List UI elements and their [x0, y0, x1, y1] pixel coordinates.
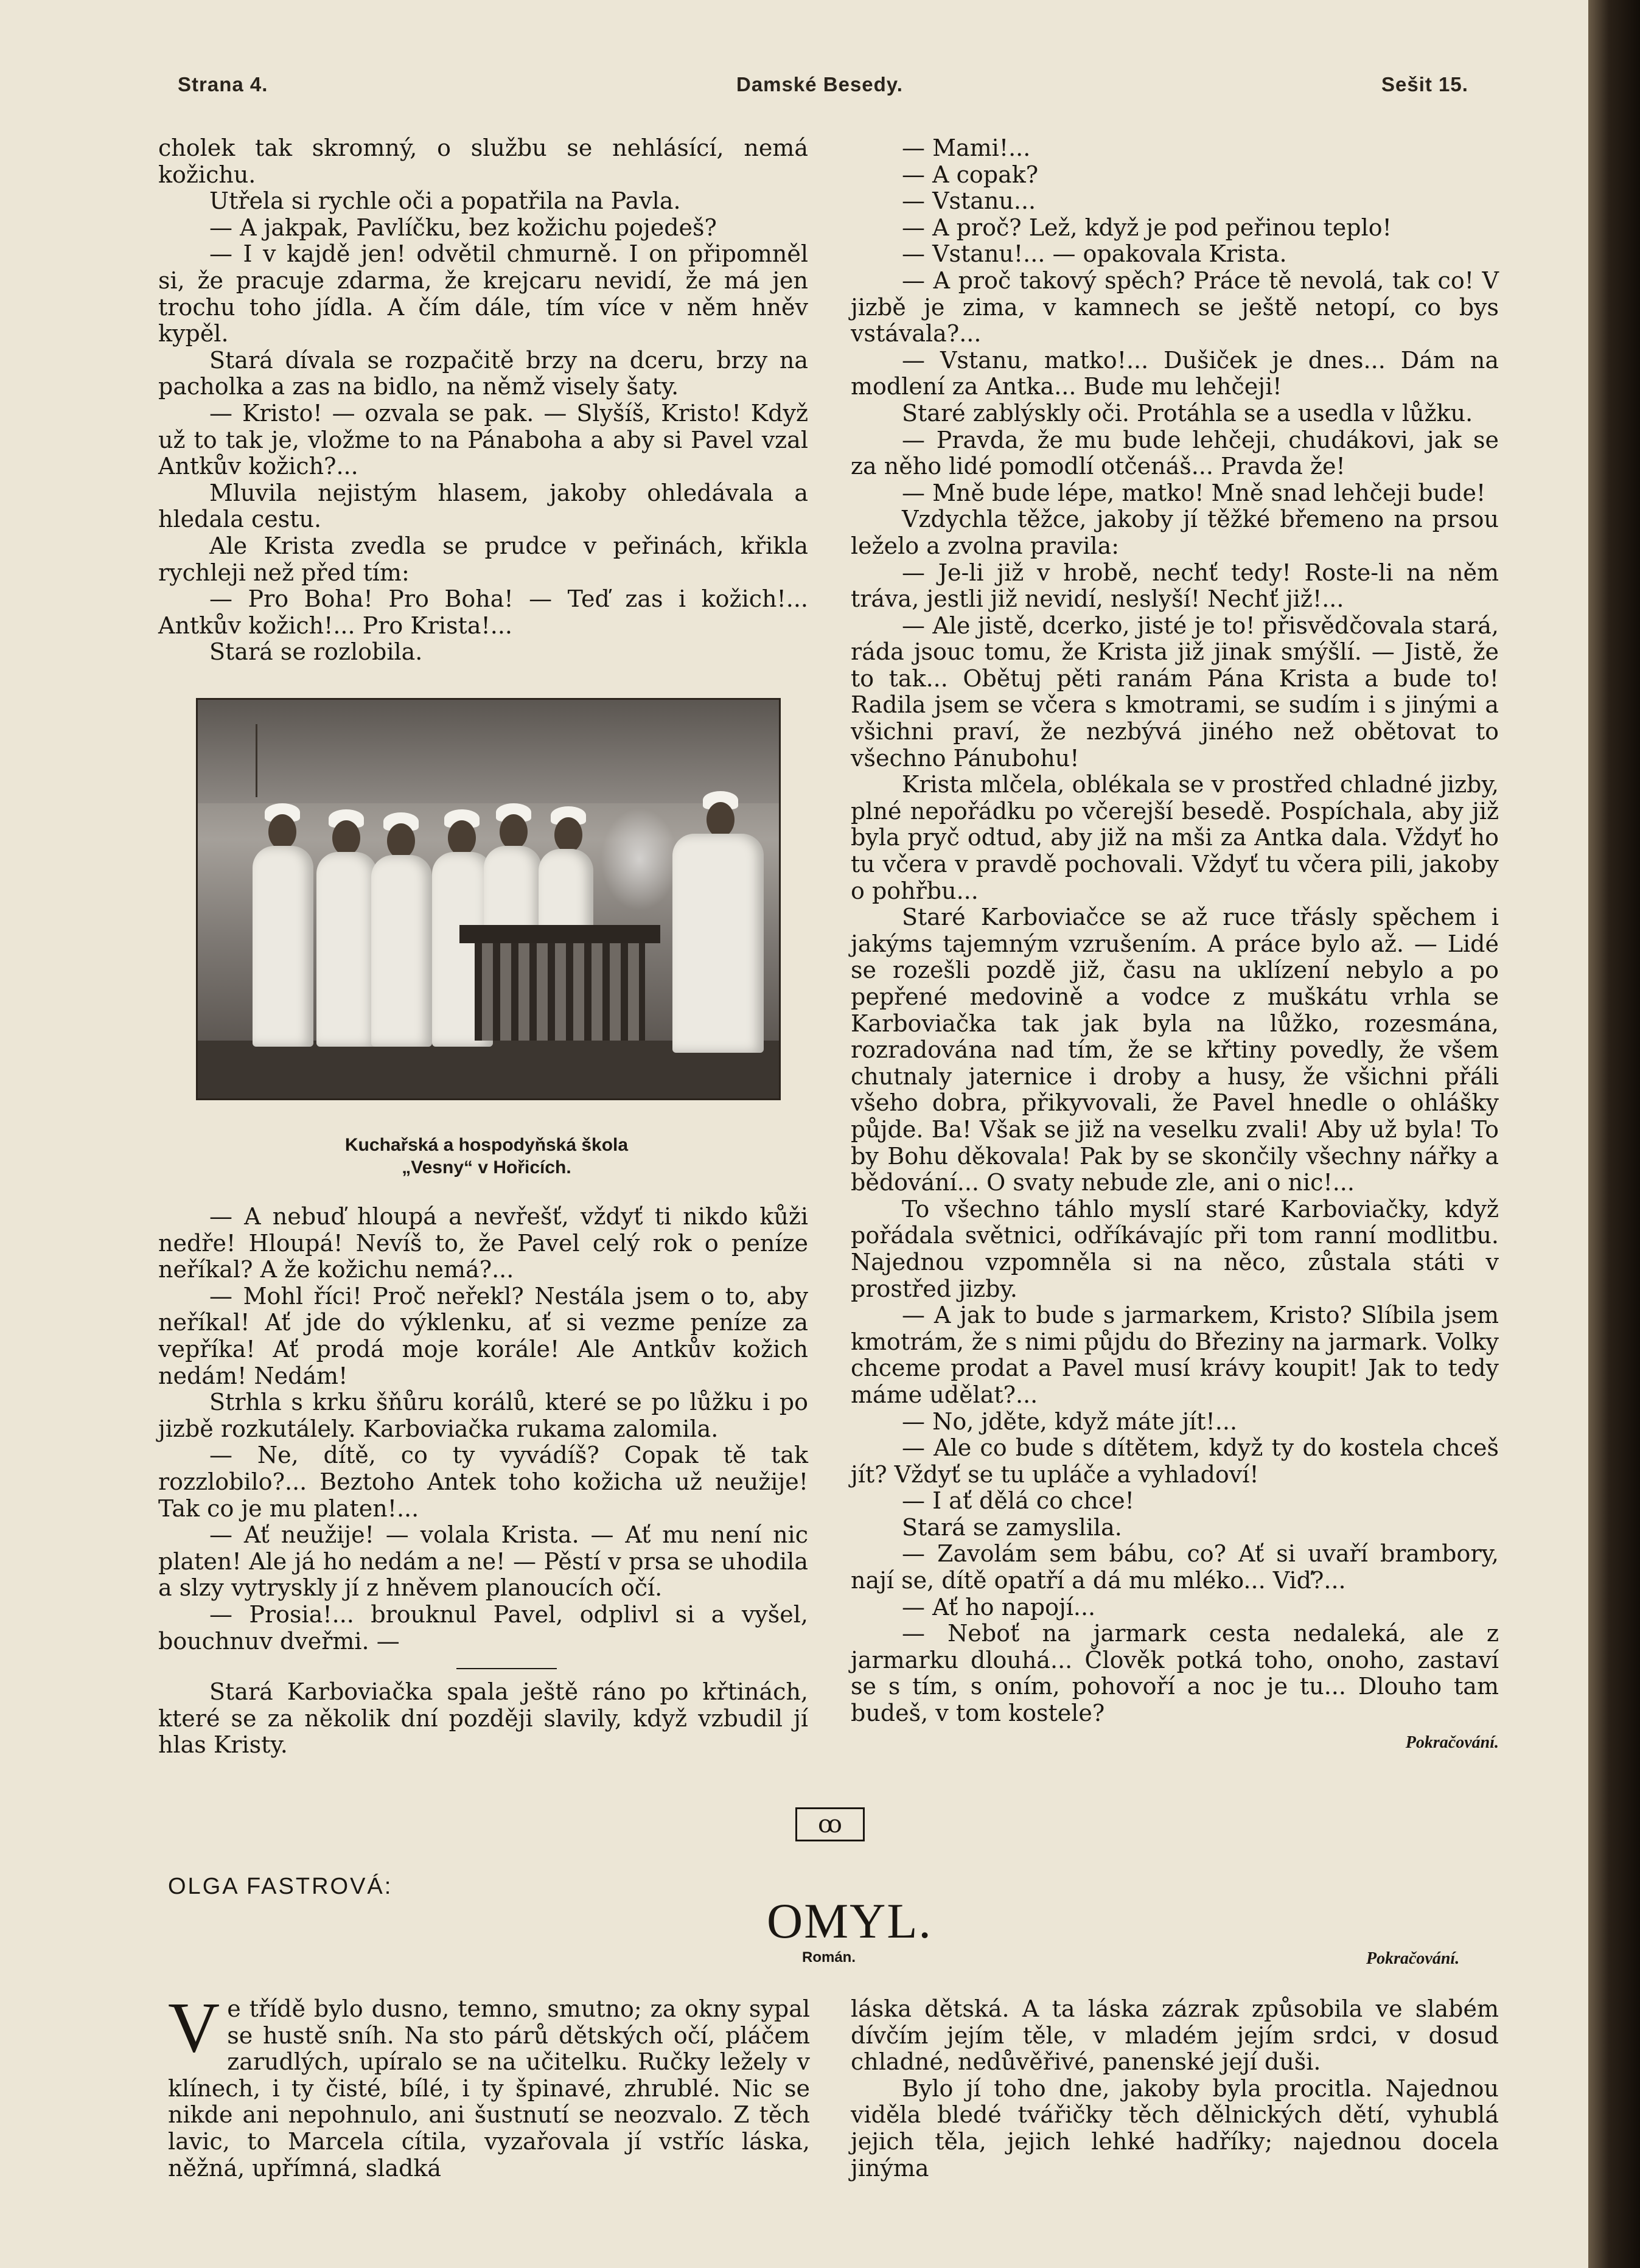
- page-binding-edge: [1588, 0, 1640, 2268]
- paragraph: — A proč takový spěch? Práce tě nevolá, tak co! V jizbě je zima, v kamnech se ještě netopí, co bys vstávala?...: [851, 267, 1499, 347]
- paragraph: Ale Krista zvedla se prudce v peřinách, křikla rychleji než před tím:: [158, 532, 808, 586]
- photo-lamp-cord: [256, 724, 257, 797]
- paragraph: — Ať ho napojí...: [902, 1593, 1096, 1621]
- paragraph: — Kristo! — ozvala se pak. — Slyšíš, Kristo! Když už to tak je, vložme to na Pánaboha a aby si Pavel vzal Antkův kožich?...: [158, 399, 808, 480]
- header-page-number: Strana 4.: [178, 73, 268, 96]
- paragraph: — Ať neužije! — volala Krista. — Ať mu není nic platen! Ale já ho nedám a ne! — Pěstí v prsa se uhodila a slzy vytryskly jí z hněvem planoucích očí.: [158, 1521, 808, 1602]
- left-column-bottom: [158, 1204, 808, 1759]
- paragraph: Staré zablýskly oči. Protáhla se a usedla v lůžku.: [902, 399, 1473, 427]
- photo-figure: [371, 855, 432, 1047]
- paragraph: — Ale co bude s dítětem, když ty do kostela chceš jít? Vždyť se tu upláče a vyhladoví!: [851, 1434, 1499, 1488]
- paragraph: Krista mlčela, oblékala se v prostřed chladné jizby, plné nepořádku po včerejší besedě. Pospíchala, aby již byla pryč odtud, aby již na mši za Antka dala. Vždyť ho tu včera v pravdě pochovali. Vždyť tu včera pili, jakoby o pohřbu...: [851, 771, 1499, 904]
- paragraph: — Vstanu!... — opakovala Krista.: [902, 240, 1287, 268]
- photo-figure-head: [332, 820, 360, 856]
- paragraph: Mluvila nejistým hlasem, jakoby ohledávala a hledala cestu.: [158, 479, 808, 533]
- paragraph: — A jakpak, Pavlíčku, bez kožichu pojedeš?: [209, 214, 717, 241]
- novel-author: OLGA FASTROVÁ:: [168, 1874, 393, 1899]
- novel-continued-label: Pokračování.: [1366, 1949, 1460, 1968]
- paragraph: — Vstanu, matko!... Dušiček je dnes... Dám na modlení za Antka... Bude mu lehčeji!: [851, 346, 1499, 400]
- paragraph: Strhla s krku šňůru korálů, které se po lůžku i po jizbě rozkutálely. Karboviačka rukama zalomila.: [158, 1389, 808, 1442]
- paragraph: — A jak to bude s jarmarkem, Kristo? Slíbila jsem kmotrám, že s nimi půjdu do Březiny na jarmark. Volky chceme prodat a Pavel musí krávy koupit! Jak to tedy máme udělat?...: [851, 1302, 1499, 1408]
- cooking-school-photo: [196, 698, 781, 1100]
- paragraph: — Mně bude lépe, matko! Mně snad lehčeji bude!: [902, 479, 1486, 506]
- header-issue-number: Sešit 15.: [1381, 73, 1468, 96]
- paragraph: — A copak?: [902, 161, 1039, 188]
- photo-figure-head: [268, 814, 296, 850]
- photo-figure: [316, 852, 377, 1047]
- photo-stove: [459, 925, 660, 943]
- novel-paragraph: Bylo jí toho dne, jakoby byla procitla. Najednou viděla bledé tvářičky těch dělnických dětí, vyhublá jejich těla, jejich lehké hadříky; najednou docela jinýma: [851, 2074, 1499, 2182]
- paragraph: — Mohl říci! Proč neřekl? Nestála jsem o to, aby neříkal! Ať jde do výklenku, ať si vezme peníze za vepříka! Ať prodá moje korále! Ale Antkův kožich nedám! Nedám!: [158, 1282, 808, 1389]
- right-column: [851, 135, 1499, 1756]
- novel-subtitle: Román.: [802, 1949, 856, 1966]
- paragraph: Staré Karboviačce se až ruce třásly spěchem i jakýms tajemným vzrušením. A práce bylo až. — Lidé se rozešli pozdě již, času na uklízení nebylo a po pepřené medovině a vodce z muškátu vrhla se Karboviačka tak jak byla na lůžko, rozesmána, rozradována nad tím, že se křtiny povedly, že všem chutnaly jaternice i droby a husy, že všichni přáli všeho dobra, přikyvovali, že Pavel hnedle o ohlášky půjde. Ba! Však se již na veselku zvali! Aby už byla! To by Bohu děkovala! Pak by se skončily všechny nářky a bědování... O svaty nebude zle, ani o nic!...: [851, 904, 1499, 1196]
- paragraph: — Ale jistě, dcerko, jisté je to! přisvědčovala stará, ráda jsouc tomu, že Krista již jinak smýšlí. — Jistě, že to tak... Obětuj pěti ranám Pána Krista a bude to! Radila jsem se včera s kmotrami, se sudím i s jinými a všichni praví, že nezbývá jiného než obětovat to všechno Pánubohu!: [851, 612, 1499, 772]
- photo-figure: [253, 846, 313, 1047]
- paragraph: — A proč? Lež, když je pod peřinou teplo!: [902, 214, 1392, 241]
- paragraph: — A nebuď hloupá a nevřešť, vždyť ti nikdo kůži nedře! Hloupá! Nevíš to, že Pavel celý rok o peníze neříkal? A že kožichu nemá?...: [158, 1203, 808, 1283]
- continued-label: Pokračování.: [1405, 1732, 1499, 1752]
- novel-left-column: [168, 1987, 810, 2182]
- paragraph: Utřela si rychle oči a popatřila na Pavla.: [209, 187, 681, 215]
- paragraph: Stará se zamyslila.: [902, 1513, 1122, 1541]
- paragraph: — Ne, dítě, co ty vyvádíš? Copak tě tak rozzlobilo?... Beztoho Antek toho kožicha už neužije! Tak co je mu platen!...: [158, 1442, 808, 1522]
- paragraph: — Pro Boha! Pro Boha! — Teď zas i kožich!... Antkův kožich!... Pro Krista!...: [158, 585, 808, 639]
- photo-caption-line-1: Kuchařská a hospodyňská škola: [344, 1135, 629, 1155]
- photo-figure-head: [554, 817, 582, 853]
- photo-figure-head: [500, 814, 528, 850]
- section-break: [158, 1655, 808, 1679]
- novel-paragraph: e třídě bylo dusno, temno, smutno; za okny sypal se hustě sníh. Na sto párů dětských očí, pláčem zarudlých, upíralo se na učitelku. Ručky ležely v klínech, i ty čisté, bílé, i ty špinavé, zhrublé. Nic se nikde ani nepohnulo, ani šustnutí se neozvalo. Z těch lavic, to Marcela cítila, vyzařovala jí vstříc láska, něžná, upřímná, sladká: [168, 1995, 810, 2182]
- paragraph: Stará se rozlobila.: [209, 638, 423, 666]
- photo-figure-head: [448, 820, 476, 856]
- paragraph: Vzdychla těžce, jakoby jí těžké břemeno na prsou leželo a zvolna pravila:: [851, 506, 1499, 559]
- paragraph: — I ať dělá co chce!: [902, 1487, 1134, 1515]
- photo-figure-head: [707, 802, 735, 837]
- photo-figure: [672, 834, 764, 1053]
- paragraph: — No, jděte, když máte jít!...: [902, 1408, 1238, 1435]
- novel-paragraph: láska dětská. A ta láska zázrak způsobila ve slabém dívčím jejím těle, v mladém jejím srdci, v dosud chladné, nedůvěřivé, panenské její duši.: [851, 1995, 1499, 2076]
- novel-right-column: [851, 1996, 1499, 2182]
- photo-stove-base: [475, 943, 645, 1041]
- paragraph: — Neboť na jarmark cesta nedaleká, ale z jarmarku dlouhá... Člověk potká toho, onoho, zastaví se s tím, s oním, pohovoří a noc je tu... Dlouho tam budeš, v tom kostele?: [851, 1620, 1499, 1727]
- paragraph: — Vstanu...: [902, 187, 1036, 215]
- photo-wall: [198, 700, 779, 803]
- paragraph: — Mami!...: [902, 134, 1031, 161]
- photo-figure-head: [387, 823, 415, 859]
- paragraph: — Prosia!... brouknul Pavel, odplivl si a vyšel, bouchnuv dveřmi. —: [158, 1600, 808, 1655]
- photo-caption-line-2: „Vesny“ v Hořicích.: [402, 1157, 571, 1178]
- paragraph: Stará Karboviačka spala ještě ráno po křtinách, které se za několik dní později slavily, když vzbudil jí hlas Kristy.: [158, 1678, 808, 1759]
- left-column-top: [158, 135, 808, 666]
- paragraph: — I v kajdě jen! odvětil chmurně. I on připomněl si, že pracuje zdarma, že krejcaru nevidí, že má jen trochu toho jídla. A čím dále, tím více v něm hněv kypěl.: [158, 240, 808, 347]
- ornament-divider: ꝏ: [795, 1807, 865, 1841]
- novel-title: OMYL.: [767, 1893, 932, 1949]
- paragraph: Stará dívala se rozpačitě brzy na dceru, brzy na pacholka a zas na bidlo, na němž visely šaty.: [158, 346, 808, 400]
- section-rule: [456, 1668, 557, 1669]
- paragraph: To všechno táhlo myslí staré Karboviačky, když pořádala světnici, odříkávajíc při tom ranní modlitbu. Najednou vzpomněla si na něco, zůstala státi v prostřed jizby.: [851, 1195, 1499, 1302]
- drop-cap: V: [168, 1987, 220, 2067]
- paragraph: — Zavolám sem bábu, co? Ať si uvaří brambory, nají se, dítě opatří a dá mu mléko... Viď?...: [851, 1540, 1499, 1594]
- paragraph: — Pravda, že mu bude lehčeji, chudákovi, jak se za něho lidé pomodlí otčenáš... Pravda že!: [851, 426, 1499, 480]
- paragraph: cholek tak skromný, o službu se nehlásící, nemá kožichu.: [158, 134, 808, 188]
- header-magazine-title: Damské Besedy.: [736, 73, 903, 96]
- paragraph: — Je-li již v hrobě, nechť tedy! Roste-li na něm tráva, jestli již nevidí, neslyší! Nechť již!...: [851, 559, 1499, 613]
